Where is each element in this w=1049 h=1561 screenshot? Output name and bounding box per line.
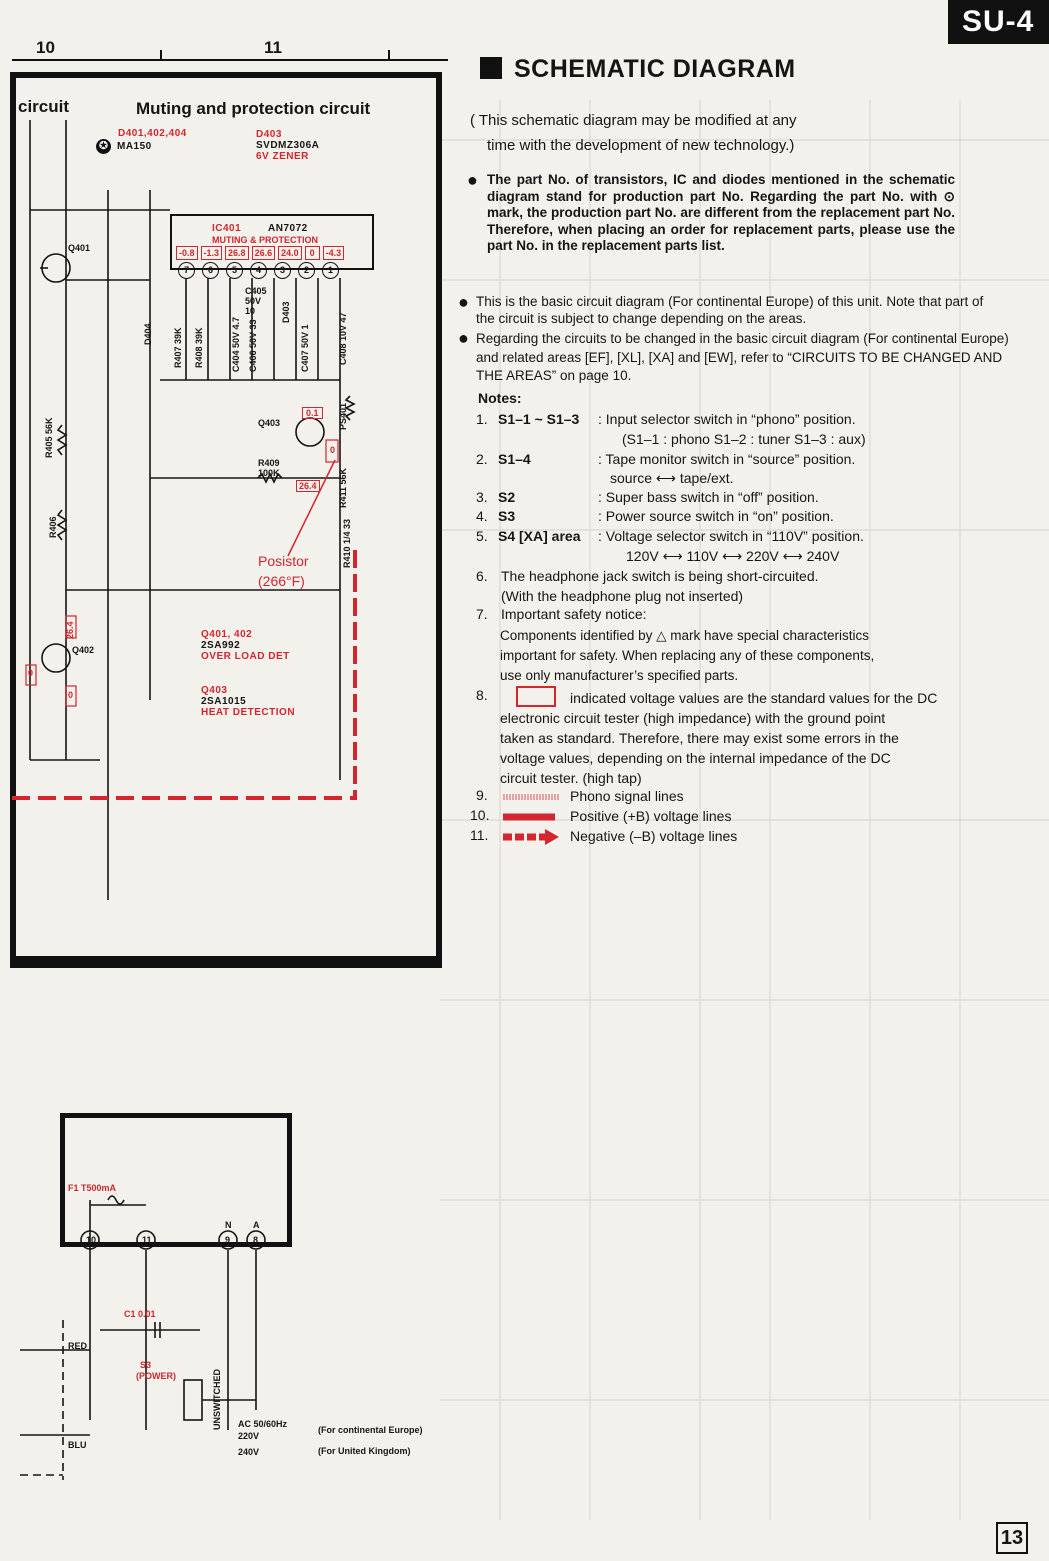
legend-9-text: Phono signal lines: [570, 788, 684, 804]
terminal-11: 11: [142, 1235, 152, 1245]
voltage-box: -4.3: [323, 246, 345, 260]
page-number: 13: [996, 1522, 1028, 1554]
terminal-letter-n: N: [225, 1220, 232, 1230]
note-4: 4. S3 : Power source switch in “on” position.: [476, 508, 834, 524]
r410-label: R410 1/4 33: [342, 518, 352, 568]
c407-label: C407 50V 1: [300, 324, 310, 372]
voltage-box: 0.1: [302, 407, 323, 419]
pin-circle: 6: [202, 262, 219, 279]
pin-circle: 2: [298, 262, 315, 279]
note-2: 2. S1–4 : Tape monitor switch in “source” position.: [476, 451, 856, 467]
note-5-detail: 120V ⟷ 110V ⟷ 220V ⟷ 240V: [626, 548, 840, 564]
bullet-dot-icon: ●: [458, 328, 469, 348]
phono-signal-swatch: [503, 791, 561, 803]
q401-402-block: Q401, 402 2SA992 OVER LOAD DET: [201, 629, 290, 662]
voltage-box: 26.6: [252, 246, 276, 260]
c408-label: C408 10V 47: [338, 312, 348, 365]
red-wire-label: RED: [68, 1341, 88, 1351]
voltage-box: 0: [330, 445, 336, 455]
note-5: 5. S4 [XA] area : Voltage selector switch in “110V” position.: [476, 528, 864, 544]
v240-label: 240V: [238, 1447, 260, 1457]
posistor-temp: (266°F): [258, 573, 305, 589]
column-number-10: 10: [36, 38, 55, 57]
legend-10-number: 10.: [470, 807, 490, 823]
voltage-box: -0.8: [176, 246, 198, 260]
voltage-box: 26.4: [296, 480, 320, 492]
power-wiring: [0, 1100, 440, 1500]
d404-label: D404: [143, 323, 153, 345]
notes-list: [476, 410, 1036, 570]
terminal-9: 9: [225, 1235, 231, 1245]
fuse-label: F1 T500mA: [68, 1183, 117, 1193]
c406-label: C406 50V 33: [248, 319, 258, 372]
q401-label: Q401: [68, 243, 91, 253]
bullet-dot-icon: ●: [458, 292, 469, 312]
note-1: 1. S1–1 ~ S1–3 : Input selector switch in “phono” position.: [476, 411, 856, 427]
frame-bottom-edge: [10, 956, 436, 962]
r408-label: R408 39K: [194, 327, 204, 368]
note-6-detail: (With the headphone plug not inserted): [501, 588, 744, 604]
model-tab: SU-4: [948, 0, 1049, 44]
page-title: SCHEMATIC DIAGRAM: [480, 55, 796, 84]
d401-label: D401,402,404 ✪ MA150: [96, 128, 187, 154]
r406-label: R406: [48, 516, 58, 538]
unswitched-label: UNSWITCHED: [212, 1369, 222, 1430]
legend-10-text: Positive (+B) voltage lines: [570, 808, 732, 824]
r409-label: R409 100K: [258, 458, 280, 478]
note-3: 3. S2 : Super bass switch in “off” position.: [476, 489, 819, 505]
bullet-basic-circuit: ● This is the basic circuit diagram (For continental Europe) of this unit. Note that part of the circuit is subject to change depending on the areas.: [458, 292, 984, 326]
terminal-10: 10: [86, 1235, 97, 1245]
note-6: 6. The headphone jack switch is being short-circuited.: [476, 568, 819, 584]
note-7: 7. Important safety notice:: [476, 606, 647, 622]
terminal-letter-a: A: [253, 1220, 260, 1230]
voltage-box: 24.0: [278, 246, 302, 260]
legend-11-text: Negative (–B) voltage lines: [570, 828, 738, 844]
ic401-part: AN7072: [268, 223, 308, 234]
q403-block: Q403 2SA1015 HEAT DETECTION: [201, 685, 296, 718]
negative-line-swatch: [503, 828, 561, 846]
note-2-detail: source ⟷ tape/ext.: [610, 470, 734, 486]
d403-label: D403 SVDMZ306A 6V ZENER: [256, 129, 320, 162]
v220-label: 220V: [238, 1431, 260, 1441]
legend-9-number: 9.: [476, 787, 488, 803]
pin-circle: 1: [322, 262, 339, 279]
legend-11-number: 11.: [470, 827, 489, 843]
star-mark-icon: ✪: [96, 139, 111, 154]
notes-title: Notes:: [478, 390, 522, 406]
ic401-ref: IC401: [212, 223, 242, 234]
c404-label: C404 50V 4.7: [231, 316, 241, 372]
c1-label: C1 0.01: [124, 1309, 156, 1319]
for-europe-label: (For continental Europe): [318, 1425, 423, 1435]
voltage-box: -1.3: [201, 246, 223, 260]
pin-circle: 4: [250, 262, 267, 279]
pin-circle: 7: [178, 262, 195, 279]
title-square-icon: [480, 57, 502, 79]
blu-wire-label: BLU: [68, 1440, 87, 1450]
pin-circle: 5: [226, 262, 243, 279]
bullet-part-numbers: ● The part No. of transistors, IC and diodes mentioned in the schematic diagram stand for production part No. Regarding the part No. with ⊙ mark, the production part No. are different from the replacement part No. Therefore, when placing an order for replacement parts, please use the part No. in the replacement parts list.: [467, 170, 955, 253]
ac-label: AC 50/60Hz: [238, 1419, 288, 1429]
s3-desc: (POWER): [136, 1371, 176, 1381]
voltage-box: 0: [68, 690, 74, 700]
r407-label: R407 39K: [173, 327, 183, 368]
note-8-body: indicated voltage values are the standard values for the DC electronic circuit tester (high impedance) with the ground point taken as standard. Therefore, there may exist some errors in the voltage values, depending on the internal impedance of the DC circuit tester. (high tap): [500, 690, 938, 786]
voltage-box: 26.8: [225, 246, 249, 260]
posistor-label: Posistor: [258, 553, 309, 569]
note-1-detail: (S1–1 : phono S1–2 : tuner S1–3 : aux): [622, 431, 866, 447]
pin-circle: 3: [274, 262, 291, 279]
bullet-areas: ● Regarding the circuits to be changed in the basic circuit diagram (For continental Europe) and related areas [EF], [XL], [XA] and [EW], refer to “CIRCUITS TO BE CHANGED AND THE AREAS” on page 10.: [458, 328, 1009, 383]
voltage-box: 0: [28, 668, 34, 678]
ps401-label: PS401: [338, 402, 348, 430]
voltage-box: 0: [305, 246, 320, 260]
s3-label: S3: [140, 1360, 152, 1370]
ic401-desc: MUTING & PROTECTION: [212, 235, 318, 245]
terminal-8: 8: [253, 1235, 259, 1245]
c405-label: C405 50V 10: [245, 286, 267, 316]
note-8-number: 8.: [476, 687, 488, 703]
note-7-body: Components identified by △ mark have special characteristics important for safety. When replacing any of these components, use only manufacturer’s specified parts.: [500, 628, 875, 683]
column-number-11: 11: [264, 38, 282, 57]
voltage-box: 26.4: [65, 621, 75, 639]
for-uk-label: (For United Kingdom): [318, 1446, 411, 1456]
left-section-title: circuit: [18, 97, 70, 116]
r411-label: R411 56K: [338, 467, 348, 508]
r405-label: R405 56K: [44, 417, 54, 458]
q403-label: Q403: [258, 418, 281, 428]
muting-section-title: Muting and protection circuit: [136, 99, 371, 118]
d403-small-label: D403: [281, 301, 291, 323]
positive-line-swatch: [503, 811, 561, 823]
q402-label: Q402: [72, 645, 95, 655]
bullet-dot-icon: ●: [467, 170, 478, 190]
modify-notice: ( This schematic diagram may be modified at any time with the development of new technology.): [470, 112, 797, 154]
